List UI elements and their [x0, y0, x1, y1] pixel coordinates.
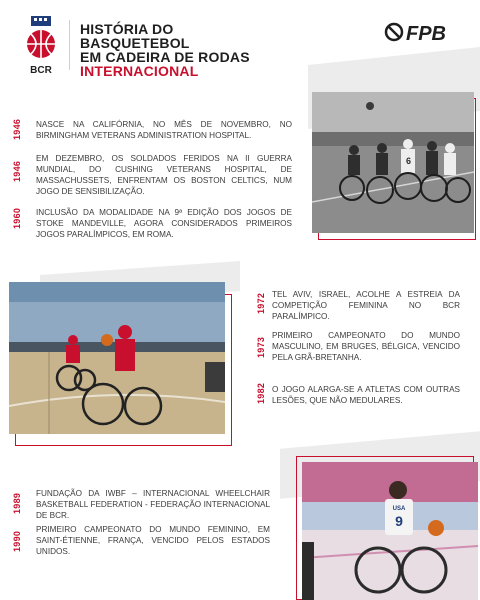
timeline-entry: O JOGO ALARGA-SE A ATLETAS COM OUTRAS LESÕES, QUE NÃO MEDULARES.	[272, 385, 460, 405]
paralympic-game-photo	[302, 462, 478, 600]
year-label: 1973	[256, 336, 266, 358]
title-line-2: BASQUETEBOL	[80, 35, 190, 51]
logo-text: BCR	[30, 65, 52, 76]
jersey-number: 6	[406, 156, 412, 166]
timeline-entry: NASCE NA CALIFÓRNIA, NO MÊS DE NOVEMBRO, NO BIRMINGHAM VETERANS ADMINISTRATION HOSPITAL.	[36, 120, 292, 140]
year-label: 1946	[12, 160, 22, 182]
timeline-entry: INCLUSÃO DA MODALIDADE NA 9ª EDIÇÃO DOS JOGOS DE STOKE MANDEVILLE, AGORA CONSIDERADOS PRIMEIROS JOGOS PARALÍMPICOS, EM ROMA.	[36, 208, 292, 239]
timeline-entry: PRIMEIRO CAMPEONATO DO MUNDO MASCULINO, EM BRUGES, BÉLGICA, VENCIDO PELA GRÃ-BRETANHA.	[272, 331, 460, 362]
timeline-entry: FUNDAÇÃO DA IWBF – INTERNACIONAL WHEELCHAIR BASKETBALL FEDERATION - FEDERAÇÃO INTERNACIONAL DE BCR.	[36, 489, 270, 520]
brand-text: FPB	[406, 23, 446, 45]
historic-game-photo	[312, 92, 474, 233]
header-divider	[69, 20, 70, 70]
year-label: 1990	[12, 530, 22, 552]
title-line-3: EM CADEIRA DE RODAS	[80, 49, 250, 65]
jersey-text: USA	[392, 506, 406, 512]
title-line-4: INTERNACIONAL	[80, 63, 199, 79]
timeline-entry: TEL AVIV, ISRAEL, ACOLHE A ESTREIA DA COMPETIÇÃO FEMININA NO BCR PARALÍMPICO.	[272, 290, 460, 321]
bcr-logo	[22, 16, 62, 78]
title-line-1: HISTÓRIA DO	[80, 21, 174, 37]
year-label: 1960	[12, 207, 22, 229]
year-label: 1982	[256, 382, 266, 404]
jersey-number: 9	[395, 513, 403, 529]
timeline-entry: PRIMEIRO CAMPEONATO DO MUNDO FEMININO, EM SAINT-ÉTIENNE, FRANÇA, VENCIDO PELOS ESTADOS UNIDOS.	[36, 525, 270, 556]
year-label: 1972	[256, 292, 266, 314]
year-label: 1989	[12, 492, 22, 514]
fpb-logo	[384, 19, 458, 45]
page-title	[80, 22, 250, 78]
wheelchair-basketball-photo	[9, 282, 225, 434]
timeline-entry: EM DEZEMBRO, OS SOLDADOS FERIDOS NA II GUERRA MUNDIAL, DO CUSHING VETERANS HOSPITAL, DE MASSACHUSSETS, ENFRENTAM OS BOSTON CELTICS, NUM JOGO DE SENSIBILIZAÇÃO.	[36, 154, 292, 196]
year-label: 1946	[12, 118, 22, 140]
